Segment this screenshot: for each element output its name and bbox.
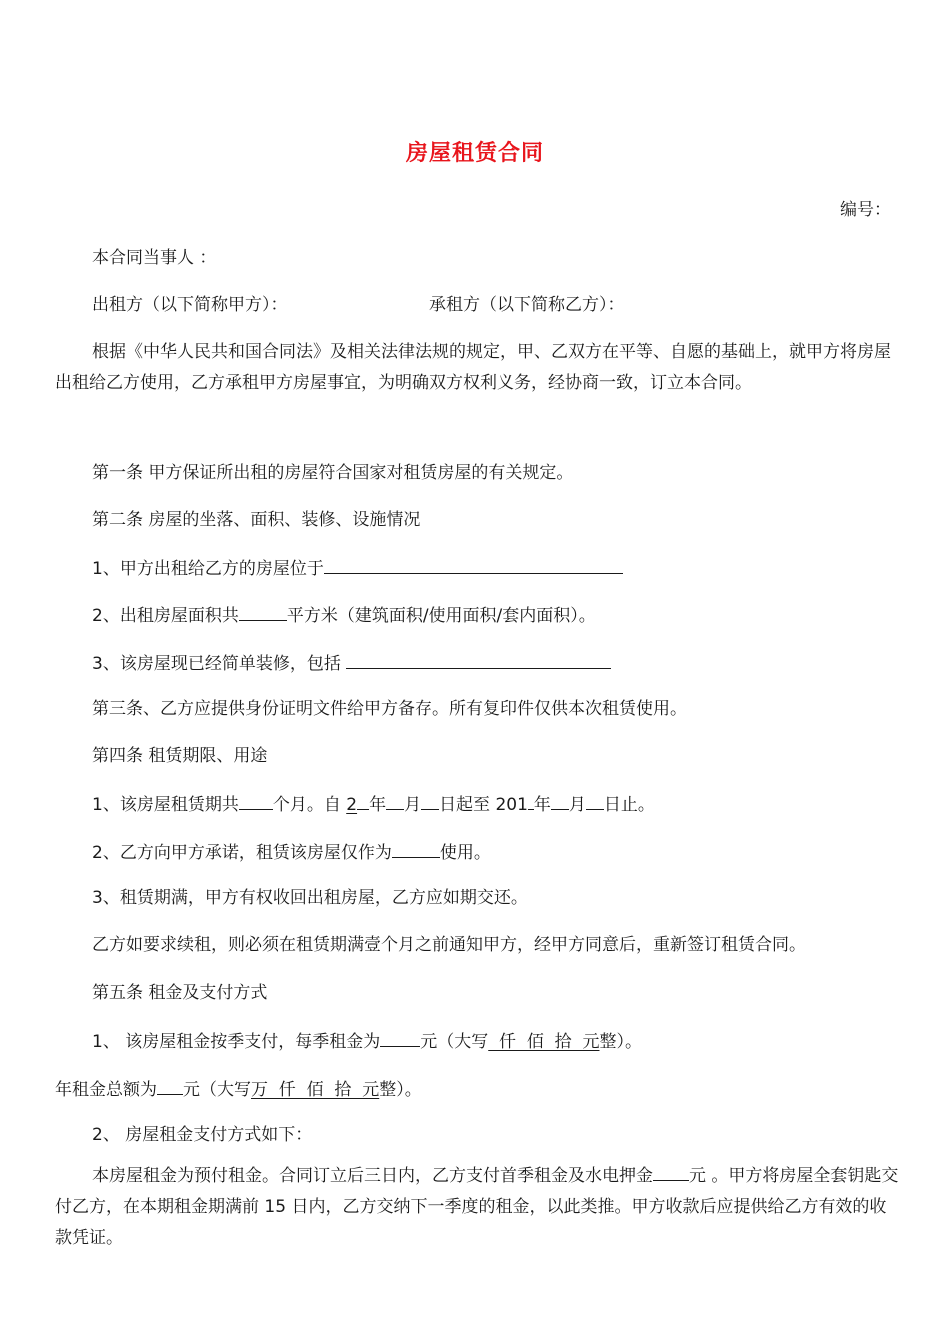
payment-text-a: 本房屋租金为预付租金。合同订立后三日内，乙方支付首季租金及水电押金 [92, 1166, 653, 1186]
term-months-blank [239, 791, 273, 810]
parties-heading: 本合同当事人 ： [92, 248, 217, 268]
lessee-label: 承租方（以下简称乙方）： [429, 295, 625, 315]
quarterly-rent-words: 仟 佰 拾 元 [488, 1032, 600, 1052]
article-4-item-2 [92, 839, 491, 865]
article-1: 第一条 甲方保证所出租的房屋符合国家对租赁房屋的有关规定。 [92, 463, 574, 483]
payment-text-b: 元 。甲方将房屋全套钥匙交付乙方，在本期租金期满前 15 日内，乙方交纳下一季度的租金，以此类推。甲方收款后应提供给乙方有效的收款凭证。 [55, 1166, 899, 1248]
preamble-paragraph: 根据《中华人民共和国合同法》及相关法律法规的规定，甲、乙双方在平等、自愿的基础上，就甲方将房屋出租给乙方使用，乙方承租甲方房屋事宜，为明确双方权利义务，经协商一致，订立本合同。 [55, 342, 891, 393]
article-2-item-1-text: 1、甲方出租给乙方的房屋位于 [92, 559, 324, 579]
location-blank [324, 555, 623, 574]
term-text-a: 1、该房屋租赁期共 [92, 795, 239, 815]
document-title: 房屋租赁合同 [405, 141, 544, 166]
lessor-label: 出租方（以下简称甲方）： [92, 295, 288, 315]
annual-rent-words: 万 仟 佰 拾 元 [251, 1080, 380, 1100]
start-month-blank [386, 791, 404, 810]
article-3: 第三条、乙方应提供身份证明文件给甲方备存。所有复印件仅供本次租赁使用。 [92, 699, 687, 719]
area-text-a: 2、出租房屋面积共 [92, 606, 239, 626]
serial-number-label: 编号： [840, 200, 891, 220]
end-day-blank [586, 791, 604, 810]
end-year-prefix: 201 [495, 795, 528, 815]
article-5-item-2: 2、 房屋租金支付方式如下： [92, 1125, 313, 1145]
article-2-heading: 第二条 房屋的坐落、面积、装修、设施情况 [92, 510, 421, 530]
annual-rent-text-b: 元（大写 [183, 1080, 251, 1100]
quarterly-rent-text-a: 1、 该房屋租金按季支付，每季租金为 [92, 1032, 381, 1052]
article-4-item-1 [92, 791, 655, 817]
start-day-blank [421, 791, 439, 810]
start-year-blank [357, 791, 369, 810]
day-label-1: 日起至 [439, 795, 496, 815]
area-blank [239, 602, 287, 621]
quarterly-rent-blank [380, 1028, 420, 1047]
payment-paragraph [55, 1161, 900, 1254]
article-2-item-3 [92, 650, 611, 676]
year-label-1: 年 [369, 795, 387, 815]
month-label-2: 月 [568, 795, 586, 815]
month-label-1: 月 [404, 795, 422, 815]
day-label-2: 日止。 [603, 795, 655, 815]
deposit-blank [653, 1162, 689, 1181]
renewal-clause: 乙方如要求续租，则必须在租赁期满壹个月之前通知甲方，经甲方同意后，重新签订租赁合同。 [92, 935, 806, 955]
annual-rent-line [55, 1076, 422, 1102]
annual-rent-text-d: 整）。 [379, 1080, 422, 1100]
term-text-b: 个月。自 [272, 795, 347, 815]
purpose-blank [392, 839, 440, 858]
article-4-item-3: 3、租赁期满，甲方有权收回出租房屋，乙方应如期交还。 [92, 888, 528, 908]
article-2-item-2 [92, 602, 596, 628]
quarterly-rent-text-d: 整）。 [599, 1032, 642, 1052]
decoration-blank [346, 650, 611, 669]
article-5-heading: 第五条 租金及支付方式 [92, 983, 268, 1003]
article-5-item-1 [92, 1028, 642, 1054]
decoration-text: 3、该房屋现已经简单装修，包括 [92, 654, 347, 674]
article-2-item-1 [92, 555, 623, 581]
annual-rent-text-a: 年租金总额为 [55, 1080, 157, 1100]
end-month-blank [551, 791, 569, 810]
purpose-text-b: 使用。 [439, 843, 491, 863]
quarterly-rent-text-b: 元（大写 [420, 1032, 489, 1052]
article-4-heading: 第四条 租赁期限、用途 [92, 746, 268, 766]
start-year-prefix: 2 [346, 795, 358, 815]
annual-rent-blank [157, 1076, 183, 1095]
purpose-text-a: 2、乙方向甲方承诺，租赁该房屋仅作为 [92, 843, 392, 863]
area-text-b: 平方米（建筑面积/使用面积/套内面积）。 [286, 606, 596, 626]
year-label-2: 年 [533, 795, 551, 815]
